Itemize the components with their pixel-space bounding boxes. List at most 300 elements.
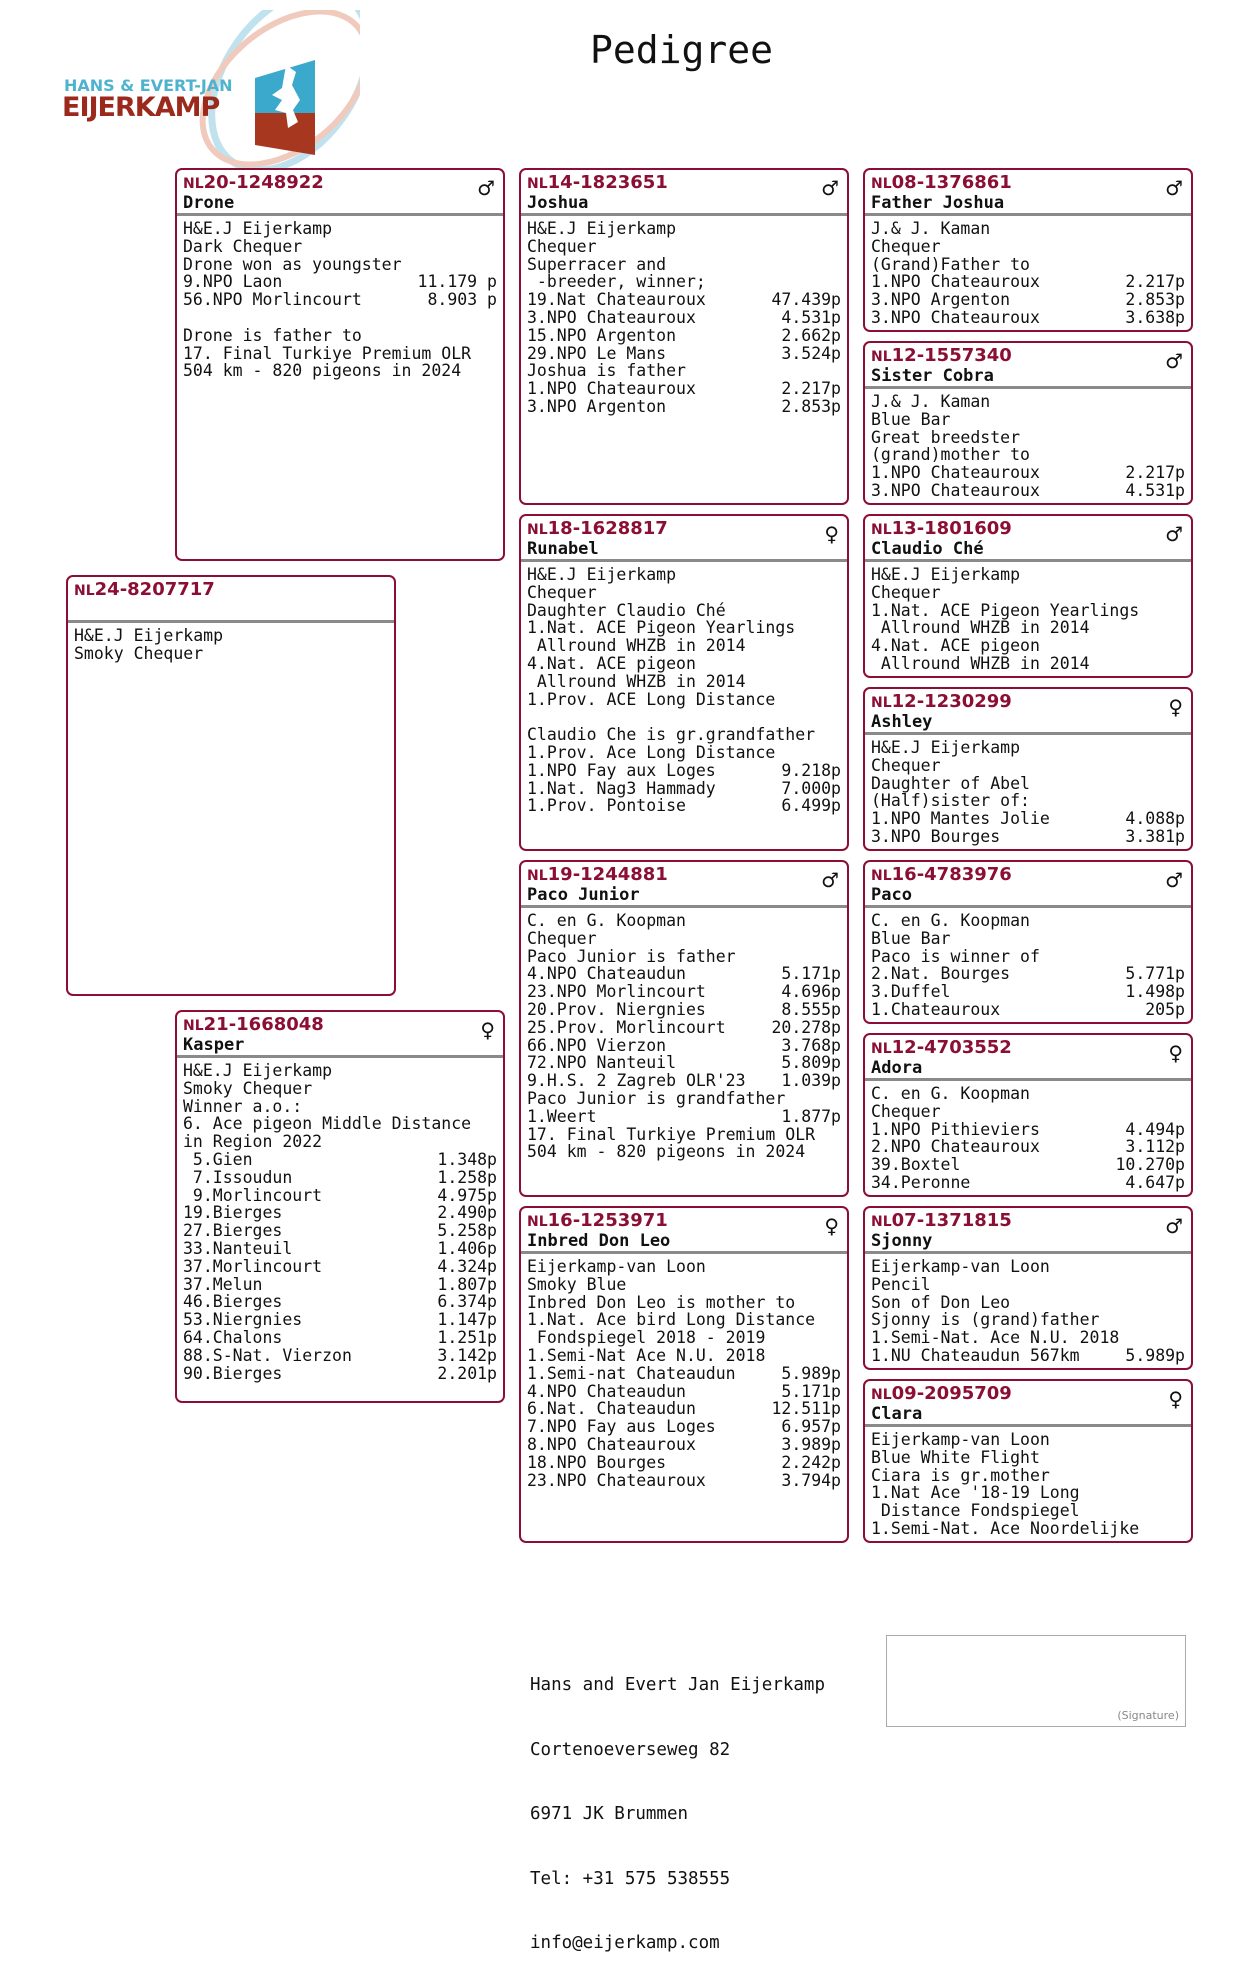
- info-text: 33.Nanteuil: [183, 1238, 293, 1258]
- info-line: [527, 1329, 841, 1347]
- info-text: Fondspiegel 2018 - 2019: [527, 1328, 766, 1348]
- info-line: [183, 327, 497, 345]
- info-line: [183, 256, 497, 274]
- info-line: [527, 1418, 841, 1436]
- info-text: 1.Semi-Nat. Ace Noordelijke: [871, 1518, 1140, 1538]
- info-text: Blue White Flight: [871, 1447, 1040, 1467]
- info-text: Chequer: [527, 582, 597, 602]
- info-line: [527, 744, 841, 762]
- pigeon-card-mm-father: [863, 1206, 1193, 1370]
- info-line: [527, 637, 841, 655]
- info-text: Sjonny is (grand)father: [871, 1310, 1100, 1330]
- info-text: Dark Chequer: [183, 236, 303, 256]
- ring-number: [183, 1015, 497, 1036]
- info-line: [183, 1098, 497, 1116]
- result-points: 2.217p: [1125, 272, 1185, 292]
- info-text: Chequer: [871, 1101, 941, 1121]
- ring-number: [871, 1038, 1185, 1059]
- info-text: 29.NPO Le Mans: [527, 343, 667, 363]
- result-points: 5.171p: [781, 1381, 841, 1401]
- info-text: 3.NPO Chateauroux: [871, 307, 1040, 327]
- ring-country: NL: [527, 868, 548, 884]
- ring-number: [527, 865, 841, 886]
- info-text: Paco Junior is grandfather: [527, 1088, 786, 1108]
- info-text: 3.NPO Chateauroux: [527, 307, 696, 327]
- card-body: [521, 908, 847, 1161]
- info-line: [871, 828, 1185, 846]
- card-header: [177, 170, 503, 216]
- eijerkamp-logo: [60, 10, 360, 170]
- info-line: [871, 1103, 1185, 1121]
- info-text: H&E.J Eijerkamp: [183, 1061, 333, 1080]
- info-text: Allround WHZB in 2014: [527, 671, 746, 691]
- ring-country: NL: [871, 349, 892, 365]
- info-line: [183, 362, 497, 380]
- result-points: 1.039p: [781, 1071, 841, 1091]
- card-body: [177, 1058, 503, 1382]
- info-text: Paco is winner of: [871, 946, 1040, 966]
- info-line: [871, 948, 1185, 966]
- info-line: [183, 1276, 497, 1294]
- info-line: [527, 797, 841, 815]
- info-line: [183, 273, 497, 291]
- logo-line2: EIJERKAMP: [62, 92, 220, 123]
- info-line: [527, 1019, 841, 1037]
- result-points: 4.531p: [1125, 480, 1185, 500]
- ring-number: [74, 580, 388, 601]
- result-points: 47.439p: [771, 290, 841, 310]
- info-text: H&E.J Eijerkamp: [74, 626, 224, 645]
- card-header: [521, 862, 847, 908]
- info-line: [527, 362, 841, 380]
- card-header: [177, 1012, 503, 1058]
- info-text: (Grand)Father to: [871, 254, 1030, 274]
- info-line: [871, 965, 1185, 983]
- card-body: [68, 623, 394, 663]
- info-line: [871, 1347, 1185, 1365]
- result-points: 1.348p: [437, 1149, 497, 1169]
- info-text: Chequer: [527, 236, 597, 256]
- info-line: [527, 291, 841, 309]
- info-text: 1.Nat. Nag3 Hammady: [527, 778, 716, 798]
- info-line: [183, 238, 497, 256]
- male-symbol-icon: ♂: [477, 176, 495, 200]
- male-symbol-icon: ♂: [821, 868, 839, 892]
- info-text: 1.Chateauroux: [871, 999, 1001, 1019]
- ring-number: [183, 173, 497, 194]
- female-symbol-icon: ♀: [1168, 1387, 1183, 1411]
- info-text: 9.Morlincourt: [183, 1185, 323, 1205]
- info-text: 8.NPO Chateauroux: [527, 1434, 696, 1454]
- info-line: [871, 1467, 1185, 1485]
- card-header: [521, 516, 847, 562]
- info-text: 37.Morlincourt: [183, 1256, 323, 1276]
- info-line: [183, 1169, 497, 1187]
- blank-line: [183, 309, 497, 327]
- info-line: [871, 1294, 1185, 1312]
- info-line: [871, 1138, 1185, 1156]
- pigeon-name: Drone: [183, 193, 235, 213]
- info-line: [871, 256, 1185, 274]
- info-text: 4.NPO Chateaudun: [527, 1381, 686, 1401]
- result-points: 5.989p: [1125, 1345, 1185, 1365]
- card-header: [865, 343, 1191, 389]
- info-text: Distance Fondspiegel: [871, 1501, 1080, 1521]
- info-line: [871, 446, 1185, 464]
- info-line: [527, 1126, 841, 1144]
- info-line: [527, 726, 841, 744]
- result-points: 3.524p: [781, 343, 841, 363]
- address-line: Hans and Evert Jan Eijerkamp: [530, 1675, 826, 1695]
- info-text: 64.Chalons: [183, 1327, 283, 1347]
- address-line: Tel: +31 575 538555: [530, 1868, 731, 1889]
- pigeon-card-mother: [175, 1010, 505, 1403]
- result-points: 3.381p: [1125, 826, 1185, 846]
- info-text: 27.Bierges: [183, 1221, 283, 1241]
- result-points: 3.112p: [1125, 1137, 1185, 1157]
- pigeon-name: Adora: [871, 1058, 923, 1078]
- ring-id: 19-1244881: [547, 864, 668, 885]
- pigeon-name: Paco Junior: [527, 885, 640, 905]
- info-text: 56.NPO Morlincourt: [183, 290, 362, 310]
- info-text: 17. Final Turkiye Premium OLR: [527, 1124, 816, 1144]
- info-text: 1.Semi-Nat Ace N.U. 2018: [527, 1345, 766, 1365]
- pigeon-card-mother-father: [519, 860, 849, 1197]
- info-line: [527, 1436, 841, 1454]
- ring-number: [871, 1211, 1185, 1232]
- info-line: [871, 1329, 1185, 1347]
- pigeon-name: Runabel: [527, 539, 599, 559]
- result-points: 4.696p: [781, 982, 841, 1002]
- info-line: [527, 1258, 841, 1276]
- result-points: 1.251p: [437, 1327, 497, 1347]
- card-header: [521, 1208, 847, 1254]
- info-line: [527, 1472, 841, 1490]
- info-text: 1.Weert: [527, 1106, 597, 1126]
- ring-id: 16-4783976: [891, 864, 1012, 885]
- result-points: 2.242p: [781, 1452, 841, 1472]
- info-line: [871, 792, 1185, 810]
- ring-number: [871, 1384, 1185, 1405]
- info-text: 1.Nat Ace '18-19 Long: [871, 1483, 1080, 1503]
- info-line: [871, 1258, 1185, 1276]
- info-line: [183, 291, 497, 309]
- male-symbol-icon: ♂: [1165, 176, 1183, 200]
- info-text: 6.Nat. Chateaudun: [527, 1399, 696, 1419]
- signature-box[interactable]: [886, 1635, 1186, 1727]
- info-text: J.& J. Kaman: [871, 219, 991, 238]
- result-points: 1.406p: [437, 1238, 497, 1258]
- card-body: [521, 216, 847, 416]
- male-symbol-icon: ♂: [1165, 349, 1183, 373]
- pigeon-card-father-mother: [519, 514, 849, 851]
- pigeon-name: Father Joshua: [871, 193, 1005, 213]
- info-text: 20.Prov. Niergnies: [527, 999, 706, 1019]
- pigeon-card-fm-father: [863, 514, 1193, 678]
- info-line: [871, 464, 1185, 482]
- info-line: [871, 291, 1185, 309]
- card-body: [865, 1427, 1191, 1538]
- info-line: [871, 411, 1185, 429]
- result-points: 4.647p: [1125, 1172, 1185, 1192]
- info-text: 1.NPO Chateauroux: [527, 379, 696, 399]
- info-line: [183, 1187, 497, 1205]
- blank-line: [527, 708, 841, 726]
- info-text: H&E.J Eijerkamp: [871, 565, 1021, 584]
- info-line: [527, 584, 841, 602]
- ring-country: NL: [871, 522, 892, 538]
- info-text: -breeder, winner;: [527, 272, 706, 292]
- info-text: 1.NPO Mantes Jolie: [871, 809, 1050, 829]
- ring-id: 13-1801609: [891, 518, 1012, 539]
- ring-id: 12-1230299: [891, 691, 1012, 712]
- ring-country: NL: [871, 1041, 892, 1057]
- ring-number: [527, 173, 841, 194]
- info-line: [527, 691, 841, 709]
- info-text: Daughter Claudio Ché: [527, 600, 726, 620]
- info-text: 66.NPO Vierzon: [527, 1035, 667, 1055]
- info-text: 1.NPO Chateauroux: [871, 272, 1040, 292]
- info-line: [183, 1151, 497, 1169]
- info-text: Blue Bar: [871, 409, 951, 429]
- pigeon-card-fm-mother: [863, 687, 1193, 851]
- ring-number: [871, 173, 1185, 194]
- info-line: [527, 1383, 841, 1401]
- info-text: C. en G. Koopman: [871, 911, 1030, 930]
- info-line: [871, 912, 1185, 930]
- info-text: 4.NPO Chateaudun: [527, 964, 686, 984]
- ring-id: 12-4703552: [891, 1037, 1012, 1058]
- pigeon-card-ff-father: [863, 168, 1193, 332]
- info-line: [183, 1080, 497, 1098]
- info-text: 1.NPO Fay aux Loges: [527, 760, 716, 780]
- info-text: 1.Prov. ACE Long Distance: [527, 689, 776, 709]
- card-body: [521, 562, 847, 815]
- info-line: [527, 327, 841, 345]
- result-points: 5.989p: [781, 1363, 841, 1383]
- signature-label: (Signature): [1117, 1709, 1179, 1722]
- info-text: Smoky Chequer: [183, 1078, 313, 1098]
- info-line: [527, 1143, 841, 1161]
- female-symbol-icon: ♀: [1168, 1041, 1183, 1065]
- ring-country: NL: [871, 176, 892, 192]
- info-line: [871, 757, 1185, 775]
- ring-country: NL: [871, 695, 892, 711]
- info-text: Ciara is gr.mother: [871, 1465, 1050, 1485]
- result-points: 2.853p: [781, 396, 841, 416]
- result-points: 3.989p: [781, 1434, 841, 1454]
- pigeon-card-father: [175, 168, 505, 561]
- female-symbol-icon: ♀: [480, 1018, 495, 1042]
- pigeon-name: Ashley: [871, 712, 933, 732]
- info-line: [871, 429, 1185, 447]
- result-points: 8.555p: [781, 999, 841, 1019]
- info-text: Chequer: [871, 236, 941, 256]
- info-line: [871, 810, 1185, 828]
- info-line: [871, 1276, 1185, 1294]
- result-points: 12.511p: [771, 1399, 841, 1419]
- card-header: [865, 862, 1191, 908]
- result-points: 2.217p: [1125, 463, 1185, 483]
- result-points: 2.853p: [1125, 290, 1185, 310]
- info-line: [527, 1037, 841, 1055]
- info-line: [871, 1484, 1185, 1502]
- info-text: 39.Boxtel: [871, 1155, 961, 1175]
- info-line: [527, 1054, 841, 1072]
- info-line: [527, 780, 841, 798]
- info-text: 1.Prov. Ace Long Distance: [527, 742, 776, 762]
- result-points: 1.258p: [437, 1167, 497, 1187]
- male-symbol-icon: ♂: [1165, 1214, 1183, 1238]
- card-body: [865, 1081, 1191, 1192]
- info-text: 7.Issoudun: [183, 1167, 293, 1187]
- info-line: [527, 762, 841, 780]
- info-text: 18.NPO Bourges: [527, 1452, 667, 1472]
- info-text: 2.Nat. Bourges: [871, 964, 1011, 984]
- card-header: [865, 170, 1191, 216]
- pigeon-card-father-father: [519, 168, 849, 505]
- result-points: 20.278p: [771, 1017, 841, 1037]
- info-text: 7.NPO Fay aus Loges: [527, 1417, 716, 1437]
- info-line: [527, 1072, 841, 1090]
- info-line: [527, 1090, 841, 1108]
- pigeon-card-ff-mother: [863, 341, 1193, 505]
- card-body: [865, 735, 1191, 846]
- ring-id: 20-1248922: [203, 172, 324, 193]
- ring-country: NL: [183, 176, 204, 192]
- info-line: [183, 1293, 497, 1311]
- result-points: 5.258p: [437, 1221, 497, 1241]
- card-header: [865, 1381, 1191, 1427]
- info-line: [183, 1347, 497, 1365]
- info-line: [871, 220, 1185, 238]
- pigeon-card-mother-mother: [519, 1206, 849, 1543]
- info-text: 3.NPO Argenton: [871, 290, 1011, 310]
- info-line: [527, 256, 841, 274]
- info-text: 37.Melun: [183, 1274, 263, 1294]
- info-line: [871, 584, 1185, 602]
- pigeon-name: Sjonny: [871, 1231, 933, 1251]
- pigeon-name: Inbred Don Leo: [527, 1231, 671, 1251]
- info-text: 17. Final Turkiye Premium OLR: [183, 343, 472, 363]
- info-text: 53.Niergnies: [183, 1310, 303, 1330]
- result-points: 8.903 p: [427, 290, 497, 310]
- result-points: 5.171p: [781, 964, 841, 984]
- info-text: 9.NPO Laon: [183, 272, 283, 292]
- result-points: 7.000p: [781, 778, 841, 798]
- info-line: [183, 1240, 497, 1258]
- pigeon-name: [74, 601, 388, 620]
- info-text: Joshua is father: [527, 361, 686, 381]
- info-text: Inbred Don Leo is mother to: [527, 1292, 796, 1312]
- info-text: 23.NPO Chateauroux: [527, 1470, 706, 1490]
- pigeon-name: Paco: [871, 885, 912, 905]
- info-line: [871, 1431, 1185, 1449]
- result-points: 6.957p: [781, 1417, 841, 1437]
- info-text: Claudio Che is gr.grandfather: [527, 725, 816, 745]
- card-header: [68, 577, 394, 623]
- info-text: 46.Bierges: [183, 1292, 283, 1312]
- card-header: [865, 516, 1191, 562]
- address-line: Cortenoeverseweg 82: [530, 1739, 731, 1760]
- ring-id: 09-2095709: [891, 1383, 1012, 1404]
- card-body: [177, 216, 503, 380]
- info-text: 15.NPO Argenton: [527, 325, 677, 345]
- info-text: Allround WHZB in 2014: [871, 618, 1090, 638]
- card-header: [865, 689, 1191, 735]
- info-text: Blue Bar: [871, 928, 951, 948]
- info-text: 1.Semi-nat Chateaudun: [527, 1363, 736, 1383]
- info-line: [183, 1115, 497, 1133]
- info-text: Smoky Blue: [527, 1274, 627, 1294]
- info-line: [871, 1121, 1185, 1139]
- info-line: [527, 1276, 841, 1294]
- info-line: [871, 238, 1185, 256]
- ring-number: [871, 865, 1185, 886]
- card-body: [865, 389, 1191, 500]
- info-text: 5.Gien: [183, 1149, 253, 1169]
- info-line: [527, 273, 841, 291]
- info-text: Son of Don Leo: [871, 1292, 1011, 1312]
- info-text: H&E.J Eijerkamp: [183, 219, 333, 238]
- info-text: C. en G. Koopman: [527, 911, 686, 930]
- info-line: [871, 309, 1185, 327]
- info-text: 1.NU Chateaudun 567km: [871, 1345, 1080, 1365]
- info-text: H&E.J Eijerkamp: [527, 219, 677, 238]
- breeder-address: [530, 1632, 825, 1976]
- info-line: [527, 1311, 841, 1329]
- result-points: 10.270p: [1115, 1155, 1185, 1175]
- result-points: 3.142p: [437, 1345, 497, 1365]
- info-text: 2.NPO Chateauroux: [871, 1137, 1040, 1157]
- ring-country: NL: [527, 176, 548, 192]
- pigeon-name: Claudio Ché: [871, 539, 984, 559]
- result-points: 2.217p: [781, 379, 841, 399]
- info-line: [527, 912, 841, 930]
- card-header: [865, 1208, 1191, 1254]
- info-text: in Region 2022: [183, 1132, 323, 1152]
- ring-country: NL: [871, 1214, 892, 1230]
- info-text: 3.NPO Bourges: [871, 826, 1001, 846]
- info-line: [527, 1454, 841, 1472]
- info-line: [527, 309, 841, 327]
- info-text: 1.NPO Pithieviers: [871, 1119, 1040, 1139]
- info-text: H&E.J Eijerkamp: [871, 738, 1021, 757]
- result-points: 4.531p: [781, 307, 841, 327]
- result-points: 2.662p: [781, 325, 841, 345]
- info-line: [871, 637, 1185, 655]
- info-line: [871, 983, 1185, 1001]
- info-text: H&E.J Eijerkamp: [527, 565, 677, 584]
- info-text: 88.S-Nat. Vierzon: [183, 1345, 352, 1365]
- info-text: 9.H.S. 2 Zagreb OLR'23: [527, 1071, 746, 1091]
- info-text: Chequer: [871, 582, 941, 602]
- result-points: 3.794p: [781, 1470, 841, 1490]
- info-text: Chequer: [871, 755, 941, 775]
- info-line: [527, 965, 841, 983]
- info-text: Allround WHZB in 2014: [527, 636, 746, 656]
- info-line: [871, 602, 1185, 620]
- result-points: 2.201p: [437, 1363, 497, 1383]
- info-text: Smoky Chequer: [74, 643, 204, 663]
- result-points: 4.324p: [437, 1256, 497, 1276]
- result-points: 3.638p: [1125, 307, 1185, 327]
- result-points: 3.768p: [781, 1035, 841, 1055]
- address-line: info@eijerkamp.com: [530, 1933, 720, 1953]
- info-line: [527, 930, 841, 948]
- ring-country: NL: [871, 1387, 892, 1403]
- info-line: [527, 220, 841, 238]
